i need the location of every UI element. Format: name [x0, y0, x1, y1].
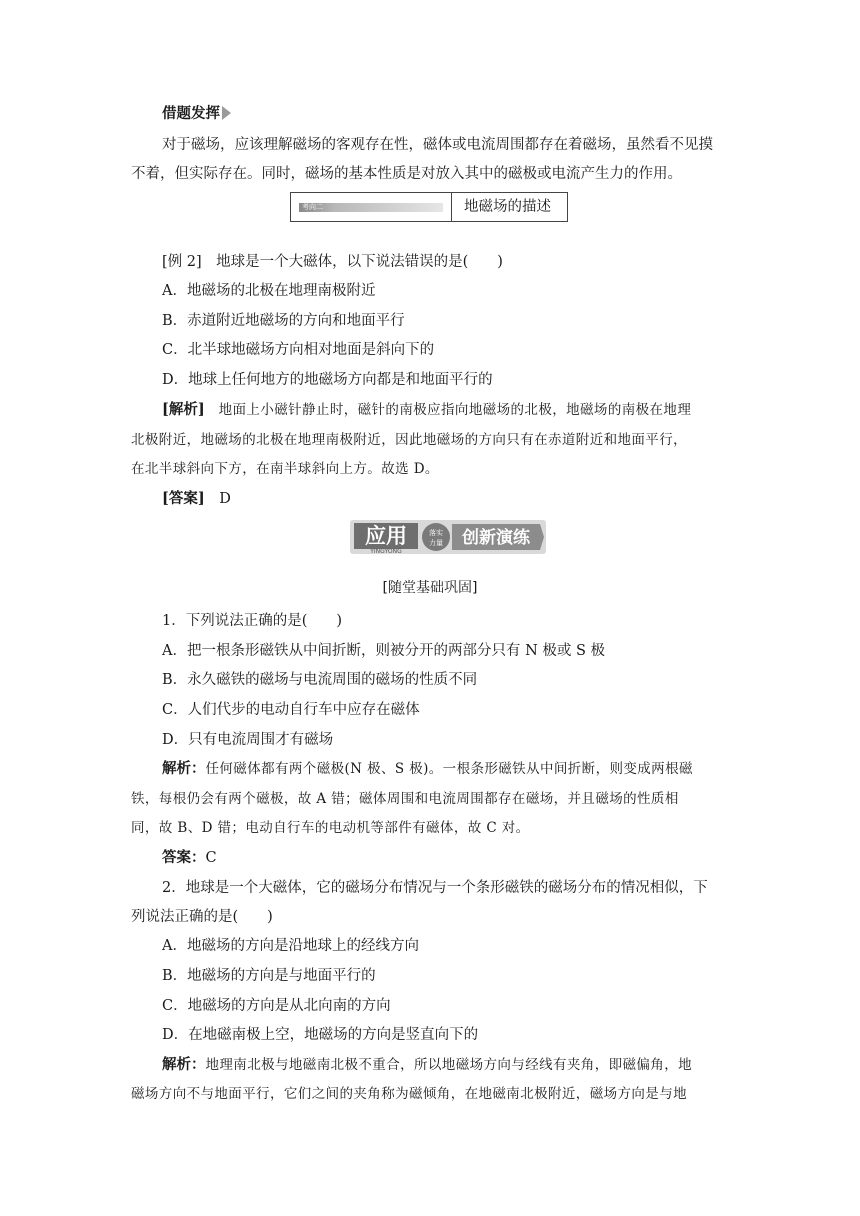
example-stem: [例 2] 地球是一个大磁体，以下说法错误的是( )	[162, 254, 503, 270]
section-tag-label: 考向二	[302, 203, 323, 211]
example-option-a: A．地磁场的北极在地理南极附近	[162, 283, 376, 299]
q1-answer-value: C	[205, 850, 217, 866]
example-option-c: C．北半球地磁场方向相对地面是斜向下的	[162, 342, 435, 358]
q1-answer-label: 答案：	[162, 849, 206, 866]
example-answer-value: D	[204, 491, 231, 507]
q1-analysis-line-2: 铁，每根仍会有两个磁极，故 A 错；磁体周围和电流周围都存在磁场，并且磁场的性质相	[131, 791, 679, 807]
tip-paragraph-line-2: 不着，但实际存在。同时，磁场的基本性质是对放入其中的磁极或电流产生力的作用。	[131, 166, 682, 182]
q1-option-a: A．把一根条形磁铁从中间折断，则被分开的两部分只有 N 极或 S 极	[162, 643, 606, 659]
tip-heading	[162, 104, 231, 124]
section-title-practice: [随堂基础巩固]	[382, 580, 478, 596]
example-option-b: B．赤道附近地磁场的方向和地面平行	[162, 313, 405, 329]
example-analysis-text-1: 地面上小磁针静止时，磁针的南极应指向地磁场的北极，地磁场的南极在地理	[204, 402, 692, 418]
example-analysis-line-2: 北极附近，地磁场的北极在地理南极附近，因此地磁场的方向只有在赤道附近和地面平行，	[131, 432, 687, 448]
q1-option-b: B．永久磁铁的磁场与电流周围的磁场的性质不同	[162, 672, 478, 688]
q2-option-a: A．地磁场的方向是沿地球上的经线方向	[162, 938, 419, 954]
q1-analysis-label: 解析：	[162, 760, 206, 777]
example-analysis-label: [解析]	[162, 401, 205, 418]
section-tag-cell	[291, 193, 452, 221]
example-analysis-line-3: 在北半球斜向下方，在南半球斜向上方。故选 D。	[131, 461, 439, 477]
q2-stem-line-2: 列说法正确的是( )	[131, 909, 273, 925]
section-title: 地磁场的描述	[464, 199, 551, 215]
q2-analysis-text-1: 地理南北极与地磁南北极不重合，所以地磁场方向与经线有夹角，即磁偏角，地	[205, 1057, 692, 1073]
q1-option-d: D．只有电流周围才有磁场	[162, 732, 334, 748]
q2-analysis-line-2: 磁场方向不与地面平行，它们之间的夹角称为磁倾角，在地磁南北极附近，磁场方向是与地	[131, 1086, 687, 1102]
banner-small-text-1: 落实	[429, 529, 443, 537]
q2-option-c: C．地磁场的方向是从北向南的方向	[162, 998, 391, 1014]
banner-small-text-2: 力量	[429, 539, 443, 547]
tip-paragraph-line-1: 对于磁场，应该理解磁场的客观存在性，磁体或电流周围都存在着磁场，虽然看不见摸	[162, 137, 713, 153]
example-answer	[162, 489, 231, 509]
triangle-icon	[222, 106, 231, 120]
example-analysis-line-1	[162, 400, 691, 420]
q2-option-d: D．在地磁南极上空，地磁场的方向是竖直向下的	[162, 1027, 479, 1043]
q1-answer	[162, 848, 217, 868]
example-option-d: D．地球上任何地方的地磁场方向都是和地面平行的	[162, 372, 493, 388]
tip-heading-text: 借题发挥	[162, 105, 220, 122]
section-tag-bar	[299, 203, 443, 212]
banner-pinyin: YINGYONG	[370, 548, 402, 555]
application-banner	[350, 518, 546, 556]
q2-stem-line-1: 2．地球是一个大磁体，它的磁场分布情况与一个条形磁铁的磁场分布的情况相似，下	[162, 880, 708, 896]
banner-big-text: 应用	[365, 524, 407, 548]
q1-analysis-line-3: 同，故 B、D 错；电动自行车的电动机等部件有磁体，故 C 对。	[131, 820, 530, 836]
q1-option-c: C．人们代步的电动自行车中应存在磁体	[162, 702, 420, 718]
q2-option-b: B．地磁场的方向是与地面平行的	[162, 968, 376, 984]
banner-rest-text: 创新演练	[462, 528, 530, 548]
q2-analysis-label: 解析：	[162, 1056, 206, 1073]
q1-analysis-text-1: 任何磁体都有两个磁极(N 极、S 极)。一根条形磁铁从中间折断，则变成两根磁	[205, 761, 693, 777]
q1-analysis-line-1	[162, 759, 693, 779]
example-answer-label: [答案]	[162, 490, 205, 507]
q2-analysis-line-1	[162, 1055, 692, 1075]
section-header-box	[290, 192, 568, 222]
q1-stem: 1．下列说法正确的是( )	[162, 613, 343, 629]
